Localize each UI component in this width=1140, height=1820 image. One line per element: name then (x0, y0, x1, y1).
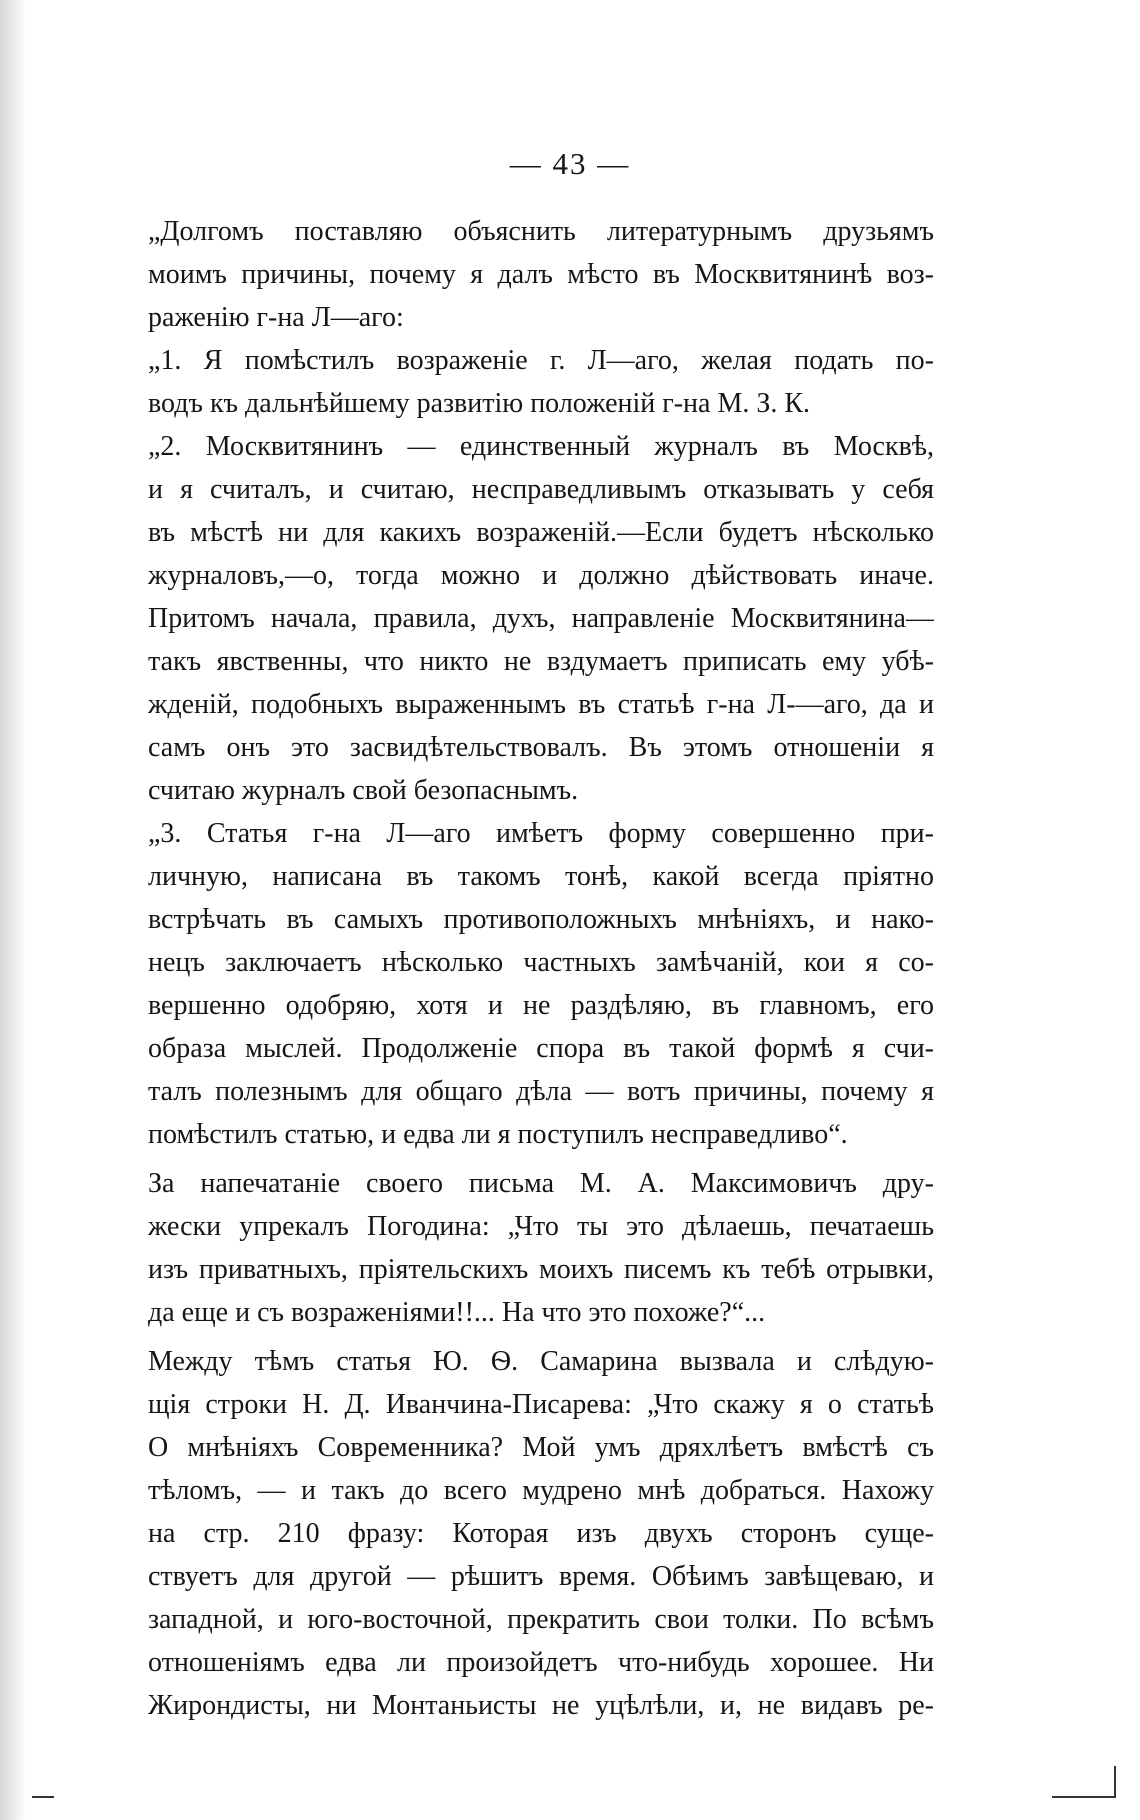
crop-mark-left (32, 1796, 54, 1798)
text-line: встрѣчать въ самыхъ противоположныхъ мнѣніяхъ, и нако- (148, 904, 934, 935)
text-line: самъ онъ это засвидѣтельствовалъ. Въ этомъ отношеніи я (148, 732, 934, 763)
text-line: считаю журналъ свой безопаснымъ. (148, 775, 579, 806)
text-line: ствуетъ для другой — рѣшитъ время. Обѣимъ завѣщеваю, и (148, 1561, 934, 1592)
text-line: „1. Я помѣстилъ возраженіе г. Л—аго, желая подать по- (148, 345, 934, 376)
text-line: щія строки Н. Д. Иванчина-Писарева: „Что скажу я о статьѣ (148, 1389, 934, 1420)
text-line: водъ къ дальнѣйшему развитію положеній г-на М. З. К. (148, 388, 811, 419)
text-line: О мнѣніяхъ Современника? Мой умъ дряхлѣетъ вмѣстѣ съ (148, 1432, 934, 1463)
text-line: Притомъ начала, правила, духъ, направленіе Москвитянина— (148, 603, 934, 634)
text-line: такъ явственны, что никто не вздумаетъ приписать ему убѣ- (148, 646, 934, 677)
text-line: раженію г-на Л—аго: (148, 302, 404, 333)
text-line: въ мѣстѣ ни для какихъ возраженій.—Если будетъ нѣсколько (148, 517, 934, 548)
text-line: отношеніямъ едва ли произойдетъ что-нибудь хорошее. Ни (148, 1647, 934, 1678)
text-line: изъ приватныхъ, пріятельскихъ моихъ писемъ къ тебѣ отрывки, (148, 1254, 934, 1285)
text-line: жденій, подобныхъ выраженнымъ въ статьѣ г-на Л-—аго, да и (148, 689, 934, 720)
text-line: вершенно одобряю, хотя и не раздѣляю, въ главномъ, его (148, 990, 934, 1021)
body-text (148, 210, 934, 1727)
text-line: тѣломъ, — и такъ до всего мудрено мнѣ добраться. Нахожу (148, 1475, 934, 1506)
text-line: на стр. 210 фразу: Которая изъ двухъ сторонъ суще- (148, 1518, 934, 1549)
text-line: талъ полезнымъ для общаго дѣла — вотъ причины, почему я (148, 1076, 934, 1107)
text-line: моимъ причины, почему я далъ мѣсто въ Москвитянинѣ воз- (148, 259, 934, 290)
text-line: образа мыслей. Продолженіе спора въ такой формѣ я счи- (148, 1033, 934, 1064)
text-line: помѣстилъ статью, и едва ли я поступилъ несправедливо“. (148, 1119, 848, 1150)
page-number: — 43 — (509, 146, 631, 181)
text-line: нецъ заключаетъ нѣсколько частныхъ замѣчаній, кои я со- (148, 947, 934, 978)
text-line: журналовъ,—о, тогда можно и должно дѣйствовать иначе. (148, 560, 934, 591)
text-line: и я считалъ, и считаю, несправедливымъ отказывать у себя (148, 474, 934, 505)
text-line: „2. Москвитянинъ — единственный журналъ въ Москвѣ, (148, 431, 934, 462)
text-line: Между тѣмъ статья Ю. Ѳ. Самарина вызвала и слѣдую- (148, 1346, 934, 1377)
text-line: западной, и юго-восточной, прекратить свои толки. По всѣмъ (148, 1604, 934, 1635)
crop-mark (1052, 1766, 1116, 1798)
text-line: личную, написана въ такомъ тонѣ, какой всегда пріятно (148, 861, 934, 892)
scan-shadow (0, 0, 26, 1820)
text-line: „Долгомъ поставляю объяснить литературнымъ друзьямъ (148, 216, 934, 247)
text-line: „3. Статья г-на Л—аго имѣетъ форму совершенно при- (148, 818, 934, 849)
text-line: За напечатаніе своего письма М. А. Максимовичъ дру- (148, 1168, 934, 1199)
text-line: жески упрекалъ Погодина: „Что ты это дѣлаешь, печатаешь (148, 1211, 934, 1242)
text-line: да еще и съ возраженіями!!... На что это похоже?“... (148, 1297, 766, 1328)
text-line: Жирондисты, ни Монтаньисты не уцѣлѣли, и, не видавъ ре- (148, 1690, 934, 1721)
